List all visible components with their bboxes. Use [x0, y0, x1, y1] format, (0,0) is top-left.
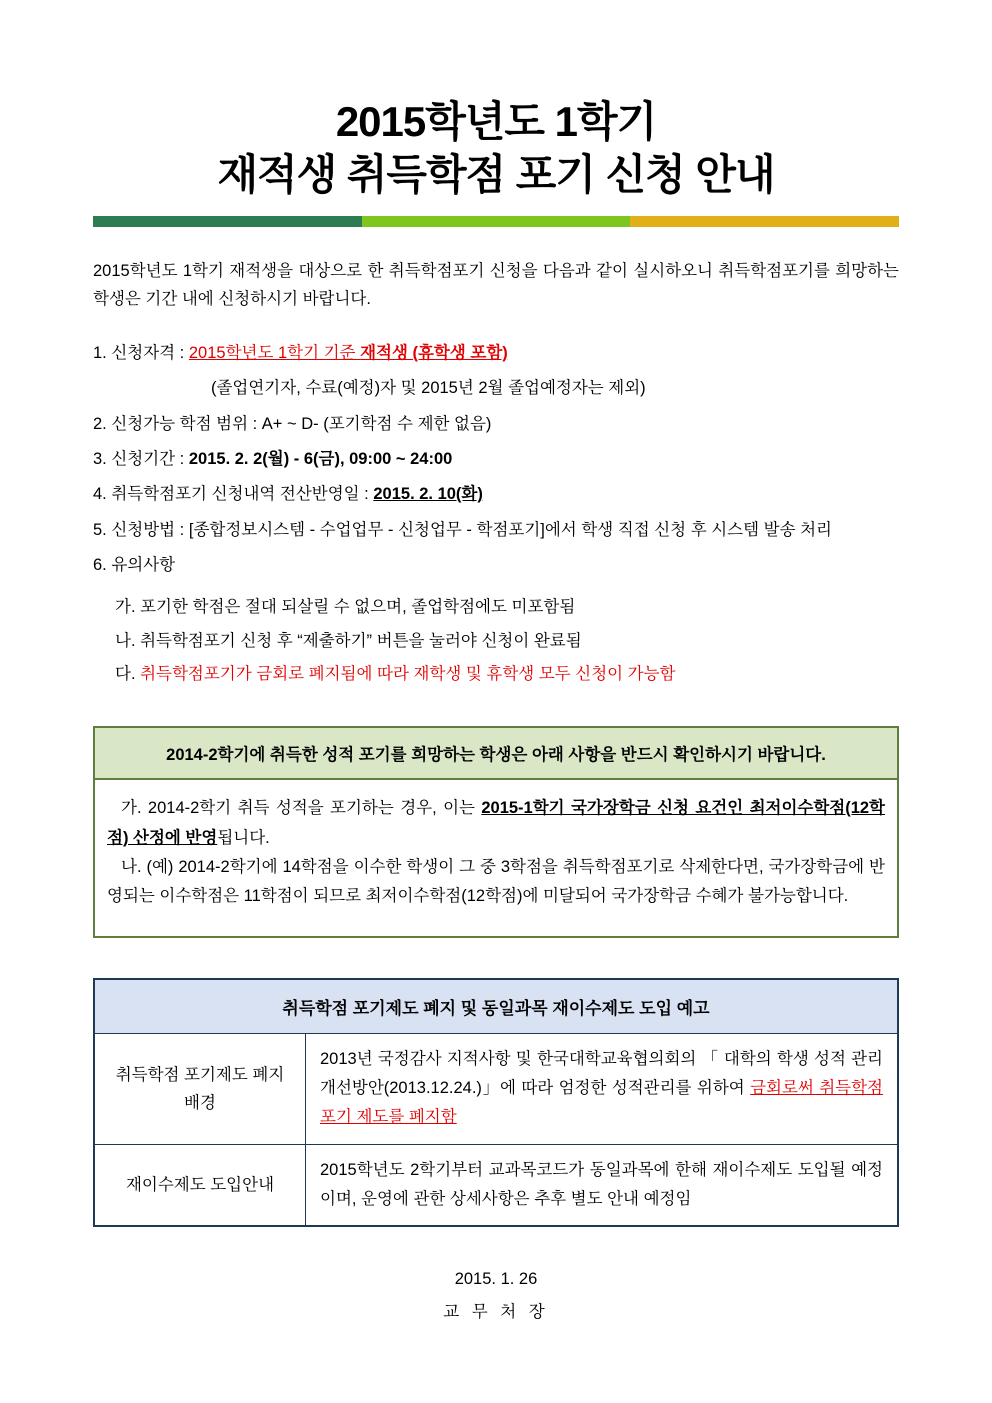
policy-table-header-row — [94, 979, 898, 1034]
policy-row-2-label: 재이수제도 도입안내 — [94, 1144, 306, 1226]
page-title — [93, 96, 899, 201]
caution-note-na: 나. 취득학점포기 신청 후 “제출하기” 버튼을 눌러야 신청이 완료됨 — [115, 631, 582, 650]
list-item-3 — [93, 446, 899, 472]
caution-note-ga: 가. 포기한 학점은 절대 되살릴 수 없으며, 졸업학점에도 미포함됨 — [115, 598, 576, 617]
footer-signature: 교 무 처 장 — [443, 1303, 549, 1322]
footer-date: 2015. 1. 26 — [454, 1270, 538, 1289]
title-line-2: 재적생 취득학점 포기 신청 안내 — [217, 150, 775, 198]
table-row — [94, 1144, 898, 1226]
scholarship-notice-body — [95, 780, 897, 935]
divider-bar — [93, 216, 899, 227]
scholarship-note-ga-prefix: 가. 2014-2학기 취득 성적을 포기하는 경우, 이는 — [121, 799, 482, 818]
title-line-1: 2015학년도 1학기 — [335, 98, 657, 145]
policy-change-table — [93, 978, 899, 1228]
divider-segment-gold — [630, 216, 899, 227]
divider-segment-dark-green — [93, 216, 362, 227]
scholarship-notice-header: 2014-2학기에 취득한 성적 포기를 희망하는 학생은 아래 사항을 반드시 확인하시기 바랍니다. — [95, 728, 897, 780]
list-item-5: 5. 신청방법 : [종합정보시스템 - 수업업무 - 신청업무 - 학점포기]에서 학생 직접 신청 후 시스템 발송 처리 — [93, 520, 832, 539]
item-3-prefix: 3. 신청기간 : — [93, 449, 189, 468]
caution-note-da-red-text: 취득학점포기가 금회로 폐지됨에 따라 재학생 및 휴학생 모두 신청이 가능함 — [140, 664, 676, 683]
scholarship-note-ga-suffix: 됩니다. — [217, 828, 270, 847]
scholarship-note-na: 나. (예) 2014-2학기에 14학점을 이수한 학생이 그 중 3학점을 취득학점포기로 삭제한다면, 국가장학금에 반영되는 이수학점은 11학점이 되므로 최저이수학점(12학점)에 미달되어 국가장학금 수혜가 불가능합니다. — [107, 857, 885, 906]
policy-row-1-label: 취득학점 포기제도 폐지 배경 — [94, 1033, 306, 1144]
policy-row-2-content: 2015학년도 2학기부터 교과목코드가 동일과목에 한해 재이수제도 도입될 예정이며, 운영에 관한 상세사항은 추후 별도 안내 예정임 — [306, 1144, 899, 1226]
list-item-6: 6. 유의사항 — [93, 556, 176, 575]
scholarship-note-ga-emphasis: 2015-1학기 국가장학금 신청 요건인 최저이수학점(12학점) 산정에 반영 — [107, 799, 885, 847]
document-footer — [93, 1263, 899, 1329]
numbered-list — [93, 340, 899, 688]
scholarship-note-ga — [107, 794, 885, 853]
item-1-prefix: 1. 신청자격 : — [93, 343, 189, 362]
caution-note-da — [115, 661, 899, 688]
list-item-1 — [93, 340, 899, 366]
caution-note-da-prefix: 다. — [115, 664, 141, 683]
caution-notes — [93, 594, 899, 688]
item-4-date: 2015. 2. 10(화) — [373, 485, 483, 504]
item-1-highlight-regular: 2015학년도 1학기 기준 — [188, 343, 361, 362]
intro-paragraph: 2015학년도 1학기 재적생을 대상으로 한 취득학점포기 신청을 다음과 같이 실시하오니 취득학점포기를 희망하는 학생은 기간 내에 신청하시기 바랍니다. — [93, 262, 899, 309]
scholarship-notice-box — [93, 726, 899, 937]
list-item-2: 2. 신청가능 학점 범위 : A+ ~ D- (포기학점 수 제한 없음) — [93, 414, 492, 433]
policy-row-1-text: 2013년 국정감사 지적사항 및 한국대학교육협의회의 「 대학의 학생 성적 관리 개선방안(2013.12.24.)」에 따라 엄정한 성적관리를 위하여 — [320, 1049, 883, 1097]
item-1-highlight-bold: 재적생 (휴학생 포함) — [360, 343, 508, 362]
list-item-4 — [93, 481, 899, 507]
policy-row-1-content — [306, 1033, 899, 1144]
policy-row-1-red-text: 금회로써 취득학점포기 제도를 폐지함 — [320, 1078, 883, 1127]
item-4-prefix: 4. 취득학점포기 신청내역 전산반영일 : — [93, 485, 374, 504]
divider-segment-light-green — [362, 216, 631, 227]
table-row — [94, 1033, 898, 1144]
policy-table-title: 취득학점 포기제도 폐지 및 동일과목 재이수제도 도입 예고 — [94, 979, 898, 1034]
item-3-period: 2015. 2. 2(월) - 6(금), 09:00 ~ 24:00 — [188, 449, 453, 468]
item-1-note: (졸업연기자, 수료(예정)자 및 2015년 2월 졸업예정자는 제외) — [211, 379, 646, 398]
